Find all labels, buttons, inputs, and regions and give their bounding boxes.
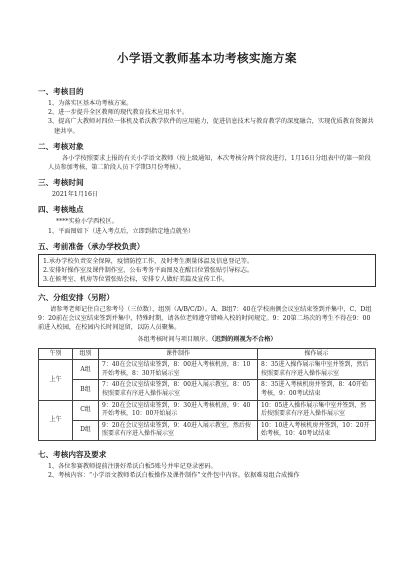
group-cell: B组 [73,380,99,400]
section-1-item-3: 3、提高广大教师对四位一体机及希沃教学软件的应用能力，促进信息技术与教育教学的深度融合，实现优质教育资源共建共享。 [48,118,374,135]
schedule-table [38,348,376,441]
section-3-heading: 三、考核时间 [38,178,84,188]
group-cell: C组 [73,400,99,420]
showing-cell: 8：35进入操作展示集中室并签到，然后按照要求有序进入操作展示室 [258,360,376,380]
section-1-item-2: 2、进一步提升全区教师的现代教育技术应用水平。 [48,109,189,117]
section-7-heading: 七、考核内容及要求 [38,449,107,459]
table-row [39,380,376,400]
making-cell: 7：40在会议室结束签到，8：00进入考核机房，8：10开始考核，8：30开始展示室 [99,360,258,380]
table-row [39,360,376,380]
table-row [39,420,376,440]
section-5-heading: 五、考前准备（承办学校负责） [38,241,145,251]
section-4-item-2: 1、平面图如下（进入考点后，立即到指定地点就坐） [48,227,195,235]
table-header-row [39,348,376,360]
header-period: 午别 [39,348,73,360]
section-5-box [38,254,376,287]
period-cell: 上午 [39,400,73,440]
section-4-heading: 四、考核地点 [38,205,84,215]
section-6-text: 请参考老师记住自己参考号（三位数）、组别（A/B/C/D）。A、B组7：40在学校南侧会议室结束签到并集中，C、D组9：20前在会议室结束签到并集中，特殊时期，请各位老师遵守错峰入校的时间规定。9：20第二场次的考生不得在9：00前进入校园，在校园内长时间逗留，以防人员聚集。 [38,305,372,332]
section-5-item-1: 1.承办学校负责安全保障，疫情防控工作，及时考生测量体温及信息登记等。 [43,257,254,265]
header-group: 组别 [73,348,99,360]
section-2-heading: 二、考核对象 [38,141,84,151]
making-cell: 7：40在会议室结束签到，8：00进入展示教室，8：05按照要求有序进入操作展示室 [99,380,258,400]
table-caption-text: 各组考核时间与项目顺序。 [137,336,212,344]
section-7-item-1: 1、各位参赛教师提前注册好希沃白板5账号并牢记登录密码。 [48,462,217,470]
section-3-text: 2021年1月16日 [52,191,99,199]
section-1-heading: 一、考核目的 [38,87,84,96]
group-cell: A组 [73,360,99,380]
section-5-item-2: 2.安排好操作室及课件制作室，公布考务平面图及在醒目位置张贴引导标志。 [43,266,254,274]
showing-cell: 8：35进入考核机房并签到，8：40开始考核，9：00考试结束 [258,380,376,400]
section-2-text: 各小学按照要求上报的有关小学语文教师（按上级通知，本次考核分两个阶段进行，1月16日分组表中的第一阶段人员参加考核，第二阶段人员下学期3月份考核）。 [48,154,371,172]
page-title: 小学语文教师基本功考核实施方案 [117,51,297,65]
making-cell: 9：20在会议室结束签到，9：30进入考核机房，9：40开始考核，10：00开始展示 [99,400,258,420]
showing-cell: 10：10进入考核机房并签到，10：20开始考核，10：40考试结束 [258,420,376,440]
table-caption-warning: （迟到的则视为不合格） [211,336,277,344]
header-showing: 操作展示 [258,348,376,360]
section-7-item-2: 2、考核内容：“小学语文教师希沃白板操作及课件制作”文件包中内容。依据难易组合成操作 [48,472,300,480]
section-5-item-3: 3.在候考室、机房等位置张贴会标，安排专人做好美篇及宣传工作。 [43,275,229,283]
group-cell: D组 [73,420,99,440]
section-1-item-1: 1、为落实区基本功考核方案。 [48,100,133,107]
showing-cell: 10：05进入操作展示集中室并签到，然后按照要求有序进入操作展示室 [258,400,376,420]
section-6-heading: 六、分组安排（另附） [38,292,114,302]
section-4-item-1: ****实验小学西校区。 [56,218,118,226]
period-cell: 上午 [39,360,73,400]
table-caption [38,335,376,344]
header-making: 课件制作 [99,348,258,360]
making-cell: 9：20在会议室结束签到，9：40进入展示教室，然后按照要求有序进入操作展示室 [99,420,258,440]
table-row [39,400,376,420]
